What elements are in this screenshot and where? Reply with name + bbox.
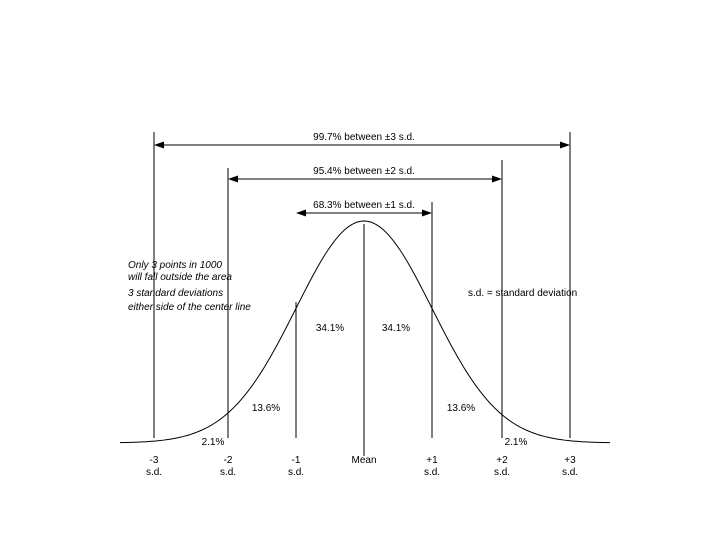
area-label-left-1: 34.1% (315, 323, 345, 334)
legend-text: s.d. = standard deviation (468, 288, 578, 299)
axis-label-minus-2: -2 (223, 455, 233, 466)
range-label-1sd: 68.3% between ±1 s.d. (313, 200, 415, 211)
axis-sub-plus-3: s.d. (561, 467, 579, 478)
axis-sub-plus-1: s.d. (423, 467, 441, 478)
axis-label-plus-1: +1 (426, 455, 438, 466)
area-label-right-1: 34.1% (381, 323, 411, 334)
range-label-3sd: 99.7% between ±3 s.d. (313, 132, 415, 143)
area-label-right-3: 2.1% (504, 437, 528, 448)
note-line-3: 3 standard deviations (128, 288, 224, 299)
note-line-1: Only 3 points in 1000 (128, 260, 222, 271)
note-line-2: will fall outside the area (128, 272, 232, 283)
axis-sub-minus-1: s.d. (287, 467, 305, 478)
axis-label-minus-3: -3 (149, 455, 159, 466)
area-label-right-2: 13.6% (446, 403, 476, 414)
note-line-4: either side of the center line (128, 302, 251, 313)
area-label-left-2: 13.6% (251, 403, 281, 414)
bell-curve (120, 221, 610, 443)
axis-label-minus-1: -1 (291, 455, 301, 466)
axis-sub-plus-2: s.d. (493, 467, 511, 478)
axis-label-plus-3: +3 (564, 455, 576, 466)
range-label-2sd: 95.4% between ±2 s.d. (313, 166, 415, 177)
axis-label-mean: Mean (351, 455, 377, 466)
area-label-left-3: 2.1% (201, 437, 225, 448)
axis-label-plus-2: +2 (496, 455, 508, 466)
diagram-canvas (118, 120, 612, 480)
axis-sub-minus-2: s.d. (219, 467, 237, 478)
axis-sub-minus-3: s.d. (145, 467, 163, 478)
normal-distribution-diagram (118, 120, 612, 480)
